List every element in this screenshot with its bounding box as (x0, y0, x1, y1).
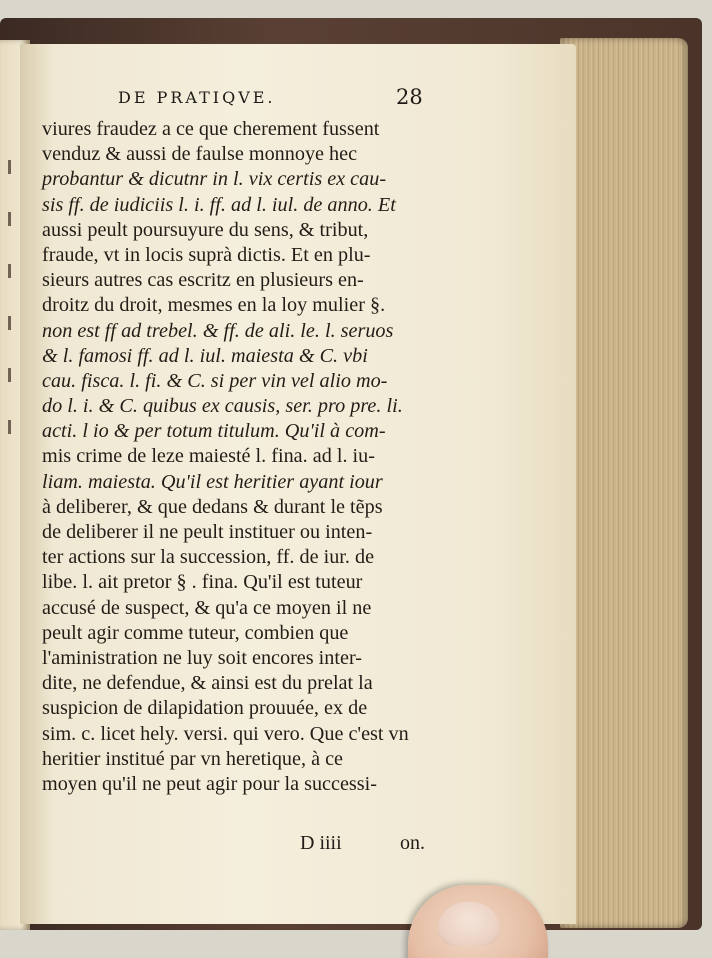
text-line: acti. l io & per totum titulum. Qu'il à com- (42, 420, 386, 443)
text-line: à deliberer, & que dedans & durant le tẽps (42, 495, 383, 518)
signature-mark: D iiii (300, 832, 342, 854)
page-fore-edge (560, 38, 688, 928)
text-line: viures fraudez a ce que cherement fussent (42, 118, 380, 140)
left-page-bleed-marks (4, 160, 16, 460)
text-line: probantur & dicutnr in l. vix certis ex cau- (42, 168, 387, 191)
text-line: aussi peult poursuyure du sens, & tribut, (42, 218, 369, 241)
text-line: suspicion de dilapidation prouuée, ex de (42, 697, 368, 720)
text-line: liam. maiesta. Qu'il est heritier ayant iour (42, 470, 383, 493)
running-head: DE PRATIQVE. (118, 88, 276, 107)
text-line: heritier institué par vn heretique, à ce (42, 747, 343, 770)
text-line: non est ff ad trebel. & ff. de ali. le. l. seruos (42, 319, 394, 342)
text-line: dite, ne defendue, & ainsi est du prelat la (42, 672, 373, 695)
text-line: cau. fisca. l. fi. & C. si per vin vel alio mo- (42, 369, 388, 392)
text-line: & l. famosi ff. ad l. iul. maiesta & C. vbi (42, 344, 368, 367)
body-text (42, 117, 442, 797)
text-line: venduz & aussi de faulse monnoye hec (42, 143, 358, 166)
text-line: sis ff. de iudiciis l. i. ff. ad l. iul. de anno. Et (42, 193, 396, 216)
page-number: 28 (396, 85, 423, 109)
text-line: sieurs autres cas escritz en plusieurs en- (42, 269, 364, 292)
text-line: de deliberer il ne peult instituer ou inten- (42, 521, 373, 543)
text-line: peult agir comme tuteur, combien que (42, 621, 349, 644)
text-line: droitz du droit, mesmes en la loy mulier §. (42, 294, 386, 317)
page-header (118, 85, 438, 114)
text-line: do l. i. & C. quibus ex causis, ser. pro pre. li. (42, 395, 403, 418)
text-line: sim. c. licet hely. versi. qui vero. Que c'est vn (42, 722, 409, 745)
catchword: on. (400, 832, 425, 854)
thumbnail-nail (438, 902, 500, 946)
text-line: l'aministration ne luy soit encores inter- (42, 646, 362, 669)
text-line: fraude, vt in locis suprà dictis. Et en plu- (42, 243, 371, 266)
text-line: mis crime de leze maiesté l. fina. ad l. iu- (42, 445, 375, 468)
text-line: ter actions sur la succession, ff. de iur. de (42, 546, 375, 569)
text-line: libe. l. ait pretor § . fina. Qu'il est tuteur (42, 571, 363, 594)
text-line: accusé de suspect, & qu'a ce moyen il ne (42, 596, 372, 619)
page-footer (300, 832, 450, 856)
text-line: moyen qu'il ne peut agir pour la successi- (42, 772, 377, 795)
